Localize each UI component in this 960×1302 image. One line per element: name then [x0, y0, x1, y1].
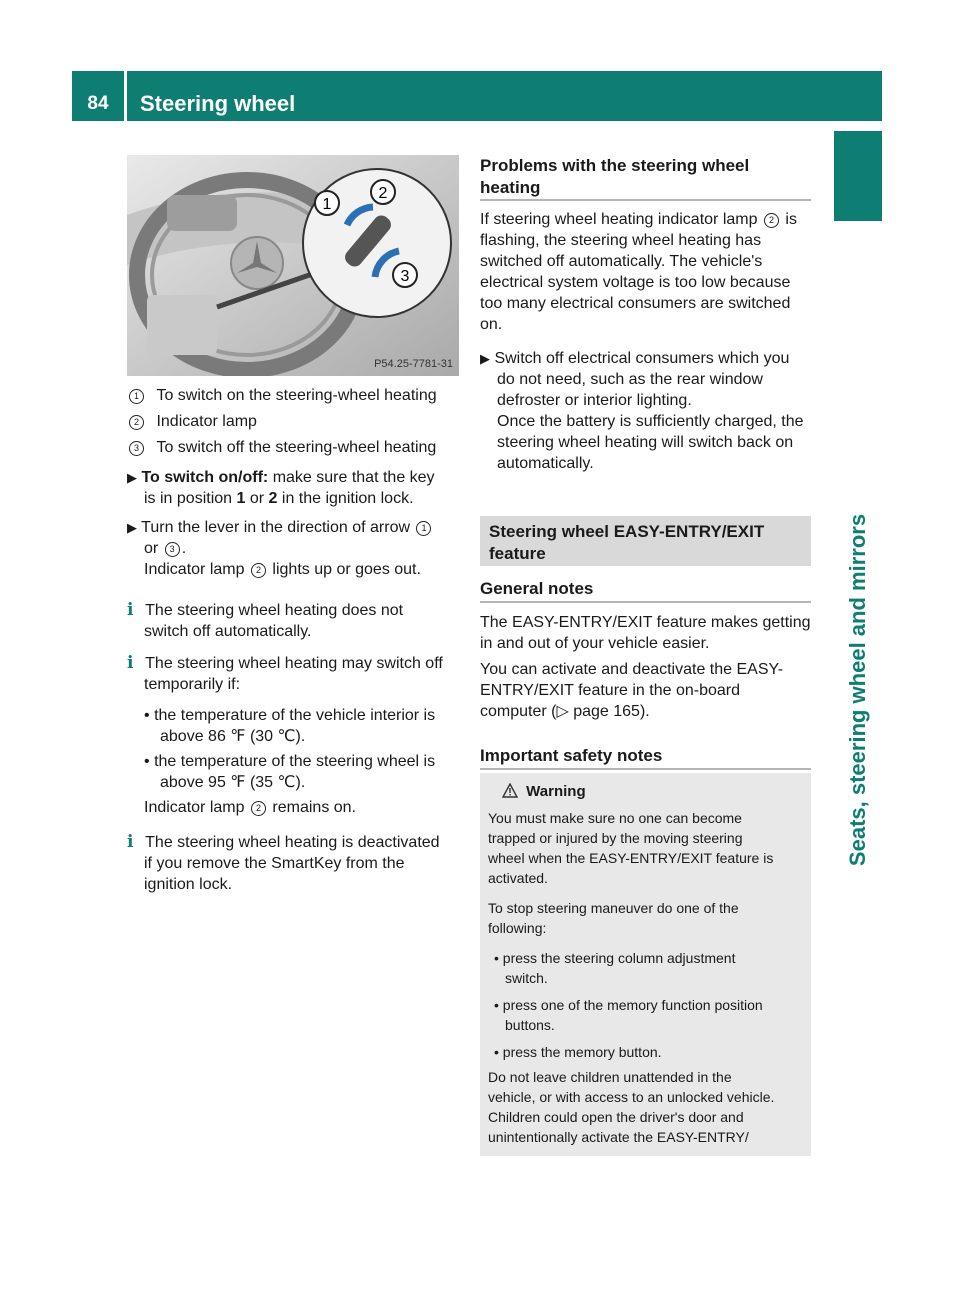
warning-text: Do not leave children unattended in the — [488, 1069, 732, 1085]
para-text: The EASY-ENTRY/EXIT feature makes getting — [480, 614, 811, 631]
figure-code: P54.25-7781-31 — [374, 358, 453, 370]
warning-bullet — [494, 1042, 810, 1062]
heading-text: feature — [489, 544, 546, 563]
note-text: The steering wheel heating may switch off — [145, 655, 443, 672]
steering-wheel-figure — [127, 155, 459, 376]
callout-2: 2 — [378, 185, 388, 202]
bullet-icon: • — [494, 997, 499, 1013]
bullet-text: the temperature of the steering wheel is — [154, 753, 436, 770]
warning-bullet — [494, 995, 810, 1035]
heading-text: Steering wheel EASY-ENTRY/EXIT — [489, 522, 765, 541]
section-rule — [480, 199, 811, 201]
legend-item-2 — [127, 411, 257, 432]
page-number: 84 — [87, 93, 109, 114]
callout-marker: 1 — [416, 521, 431, 536]
step-text: or — [245, 490, 269, 507]
heading-text: heating — [480, 178, 541, 197]
info-note-1 — [127, 600, 462, 642]
problems-paragraph — [480, 209, 815, 335]
warning-bullet — [494, 948, 810, 988]
bullet-item — [144, 751, 464, 793]
heading-text: Problems with the steering wheel — [480, 156, 750, 175]
warning-title: Warning — [526, 783, 586, 800]
step-text: automatically. — [497, 455, 594, 472]
warning-text: press the steering column adjustment — [502, 950, 736, 966]
para-text: in and out of your vehicle easier. — [480, 635, 710, 652]
bullet-item — [144, 705, 464, 747]
step-text: in the ignition lock. — [277, 490, 414, 507]
warning-text: To stop steering maneuver do one of the — [488, 900, 739, 916]
bullet-icon: • — [494, 950, 499, 966]
step-text: defroster or interior lighting. — [497, 392, 692, 409]
key-position: 1 — [236, 490, 246, 507]
info-icon: i — [127, 653, 134, 673]
para-text: on. — [480, 316, 503, 333]
note-continuation — [144, 797, 464, 818]
warning-heading — [502, 782, 586, 802]
safety-notes-heading: Important safety notes — [480, 746, 663, 765]
warning-text: You must make sure no one can become — [488, 810, 742, 826]
problems-heading — [480, 155, 749, 199]
bullet-text: the temperature of the vehicle interior is — [154, 707, 436, 724]
para-text: is — [785, 211, 797, 228]
note-text: The steering wheel heating is deactivated — [145, 834, 440, 851]
note-text: switch off automatically. — [144, 623, 312, 640]
step-text: Switch off electrical consumers which you — [494, 350, 790, 367]
general-notes-paragraph — [480, 612, 820, 654]
steering-wheel-illustration — [127, 155, 459, 376]
step-text: . — [181, 540, 187, 557]
key-position: 2 — [268, 490, 278, 507]
step-arrow-icon: ▶ — [127, 470, 137, 485]
bullet-icon: • — [144, 707, 150, 724]
note-text: The steering wheel heating does not — [145, 602, 404, 619]
legend-text: To switch on the steering-wheel heating — [156, 387, 437, 404]
section-rule — [480, 601, 811, 603]
note-text: remains on. — [272, 799, 356, 816]
callout-marker: 2 — [251, 801, 266, 816]
step-text: steering wheel heating will switch back on — [497, 434, 794, 451]
para-text: ENTRY/EXIT feature in the on-board — [480, 682, 740, 699]
callout-marker: 2 — [129, 415, 144, 430]
note-text: temporarily if: — [144, 676, 241, 693]
page-reference-link[interactable]: computer (▷ page 165). — [480, 703, 650, 720]
info-note-3 — [127, 832, 467, 895]
callout-marker: 1 — [129, 389, 144, 404]
page-title: Steering wheel — [140, 91, 296, 116]
step-arrow-icon: ▶ — [127, 520, 137, 535]
note-text: if you remove the SmartKey from the — [144, 855, 405, 872]
legend-text: To switch off the steering-wheel heating — [156, 439, 437, 456]
bullet-icon: • — [494, 1044, 499, 1060]
general-notes-paragraph-2 — [480, 659, 820, 722]
legend-item-1 — [127, 385, 437, 406]
para-text: switched off automatically. The vehicle's — [480, 253, 763, 270]
step-text: or — [144, 540, 159, 557]
step-switch-on-off — [127, 467, 462, 509]
warning-text: buttons. — [505, 1017, 555, 1033]
para-text: You can activate and deactivate the EASY- — [480, 661, 784, 678]
warning-paragraph-3 — [488, 1067, 810, 1147]
para-text: If steering wheel heating indicator lamp — [480, 211, 758, 228]
warning-text: wheel when the EASY-ENTRY/EXIT feature is — [488, 850, 774, 866]
legend-item-3 — [127, 437, 436, 458]
step-text: Turn the lever in the direction of arrow — [141, 519, 411, 536]
side-tab-label: Seats, steering wheel and mirrors — [845, 513, 870, 867]
para-text: flashing, the steering wheel heating has — [480, 232, 762, 249]
legend-text: Indicator lamp — [156, 413, 257, 430]
step-arrow-icon: ▶ — [480, 351, 490, 366]
info-icon: i — [127, 600, 134, 620]
step-text: Indicator lamp — [144, 561, 245, 578]
general-notes-heading: General notes — [480, 579, 594, 598]
warning-text: press one of the memory function position — [502, 997, 763, 1013]
warning-text: trapped or injured by the moving steering — [488, 830, 743, 846]
step-turn-lever — [127, 517, 462, 580]
warning-paragraph-2 — [488, 898, 810, 938]
callout-marker: 3 — [129, 441, 144, 456]
warning-text: vehicle, or with access to an unlocked vehicle. — [488, 1089, 775, 1105]
note-text: Indicator lamp — [144, 799, 245, 816]
step-text: is in position — [144, 490, 237, 507]
section-rule — [480, 768, 811, 770]
callout-marker: 3 — [165, 542, 180, 557]
warning-text: press the memory button. — [502, 1044, 662, 1060]
warning-text: Children could open the driver's door and — [488, 1109, 744, 1125]
warning-text: switch. — [505, 970, 548, 986]
para-text: electrical system voltage is too low because — [480, 274, 791, 291]
callout-marker: 2 — [764, 213, 779, 228]
easy-entry-heading — [489, 521, 764, 565]
note-text: ignition lock. — [144, 876, 233, 893]
step-bold-label: To switch on/off: — [141, 469, 269, 486]
warning-paragraph-1 — [488, 808, 810, 888]
bullet-text: above 86 ℉ (30 ℃). — [160, 728, 306, 745]
bullet-text: above 95 ℉ (35 ℃). — [160, 774, 306, 791]
callout-3: 3 — [400, 268, 410, 285]
callout-1: 1 — [322, 196, 332, 213]
warning-triangle-icon — [502, 783, 518, 798]
step-text: Once the battery is sufficiently charged, the — [497, 413, 804, 430]
warning-text: unintentionally activate the EASY-ENTRY/ — [488, 1129, 749, 1145]
para-text: too many electrical consumers are switched — [480, 295, 791, 312]
warning-text: activated. — [488, 870, 548, 886]
step-text: make sure that the key — [268, 469, 435, 486]
info-icon: i — [127, 832, 134, 852]
bullet-icon: • — [144, 753, 150, 770]
step-switch-off-consumers — [480, 348, 815, 474]
step-text: lights up or goes out. — [272, 561, 421, 578]
header-divider — [124, 71, 127, 121]
warning-text: following: — [488, 920, 547, 936]
side-tab-block — [834, 131, 882, 221]
info-note-2 — [127, 653, 462, 695]
step-text: do not need, such as the rear window — [497, 371, 763, 388]
callout-marker: 2 — [251, 563, 266, 578]
